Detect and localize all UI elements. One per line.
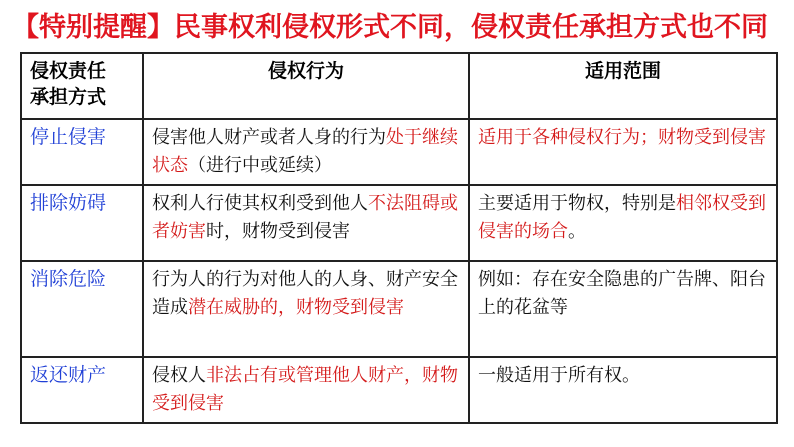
behavior-text: 侵权人 xyxy=(152,365,206,386)
behavior-text: 时，财物受到侵害 xyxy=(206,221,350,242)
scope-text: 。 xyxy=(568,221,586,242)
row-behavior xyxy=(143,357,469,423)
row-scope xyxy=(469,119,777,185)
table-header-row xyxy=(21,53,777,119)
scope-text: 一般适用于所有权。 xyxy=(478,365,640,386)
row-type: 返还财产 xyxy=(21,357,143,423)
row-type: 停止侵害 xyxy=(21,119,143,185)
liability-table xyxy=(20,52,778,424)
behavior-text: 行为人的行为对他人的人身、财产安全造成 xyxy=(152,269,458,318)
row-scope xyxy=(469,261,777,357)
header-liability-method xyxy=(21,53,143,119)
row-behavior xyxy=(143,261,469,357)
row-scope xyxy=(469,185,777,261)
table-row xyxy=(21,185,777,261)
row-scope xyxy=(469,357,777,423)
scope-text: 例如：存在安全隐患的广告牌、阳台上的花盆等 xyxy=(478,269,766,318)
page-title: 【特别提醒】民事权利侵权形式不同，侵权责任承担方式也不同 xyxy=(12,12,768,43)
table-row xyxy=(21,261,777,357)
row-behavior xyxy=(143,185,469,261)
scope-text: 主要适用于物权，特别是 xyxy=(478,193,676,214)
behavior-highlight: 非法占有或管理他人财产，财物受到侵害 xyxy=(152,365,458,414)
scope-highlight: 适用于各种侵权行为；财物受到侵害 xyxy=(478,127,766,148)
behavior-text: （进行中或延续） xyxy=(188,155,332,176)
header-infringing-act: 侵权行为 xyxy=(143,53,469,119)
behavior-highlight: 处于继续状态 xyxy=(152,127,458,176)
behavior-text: 权利人行使其权利受到他人 xyxy=(152,193,368,214)
table-row xyxy=(21,119,777,185)
behavior-text: 侵害他人财产或者人身的行为 xyxy=(152,127,386,148)
behavior-highlight: 潜在威胁的，财物受到侵害 xyxy=(188,297,404,318)
header-scope: 适用范围 xyxy=(469,53,777,119)
table-row xyxy=(21,357,777,423)
behavior-highlight: 不法阻碍或者妨害 xyxy=(152,193,458,242)
row-behavior xyxy=(143,119,469,185)
header-liability-method-line1: 侵权责任 xyxy=(30,60,107,82)
row-type: 消除危险 xyxy=(21,261,143,357)
row-type: 排除妨碍 xyxy=(21,185,143,261)
scope-highlight: 相邻权受到侵害的场合 xyxy=(478,193,766,242)
header-liability-method-line2: 承担方式 xyxy=(30,86,107,108)
